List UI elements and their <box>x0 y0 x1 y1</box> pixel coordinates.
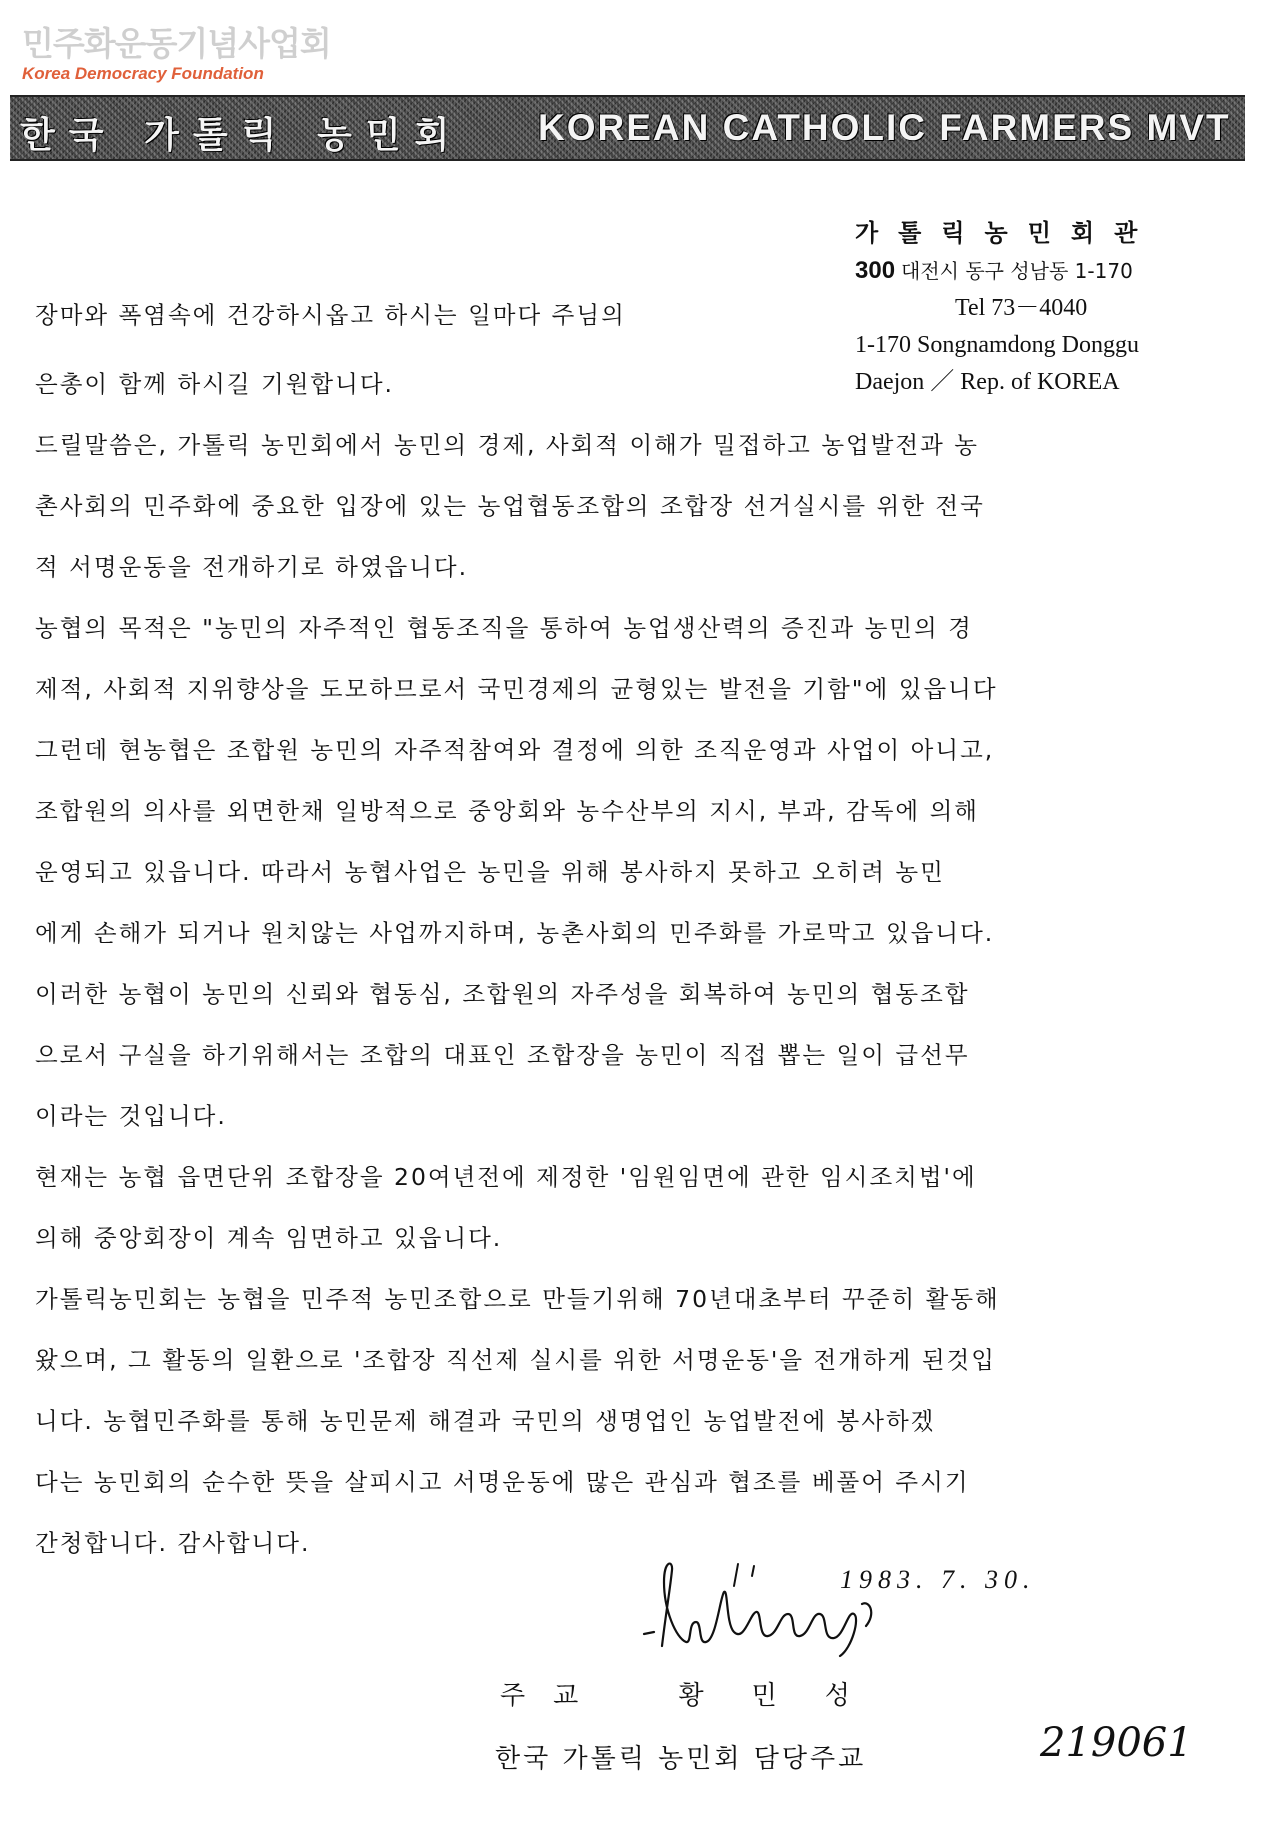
body-line: 왔으며, 그 활동의 일환으로 '조합장 직선제 실시를 위한 서명운동'을 전개하게 된것입 <box>35 1346 996 1374</box>
letter-body <box>35 295 1245 1584</box>
body-line: 그런데 현농협은 조합원 농민의 자주적참여와 결정에 의한 조직운영과 사업이 아니고, <box>35 736 995 764</box>
letterhead-banner <box>10 95 1245 161</box>
body-line: 에게 손해가 되거나 원치않는 사업까지하며, 농촌사회의 민주화를 가로막고 있읍니다. <box>35 919 995 947</box>
banner-english-title: KOREAN CATHOLIC FARMERS MVT <box>538 107 1231 148</box>
body-line: 조합원의 의사를 외면한채 일방적으로 중앙회와 농수산부의 지시, 부과, 감독에 의해 <box>35 797 980 825</box>
foundation-watermark-korean: 민주화운동기념사업회 <box>22 24 331 63</box>
body-line: 간청합니다. 감사합니다. <box>35 1529 311 1557</box>
address-org: 가톨릭농민회관 <box>855 219 1158 247</box>
signer-name: 황민성 <box>678 1681 898 1711</box>
letter-date: 1983. 7. 30. <box>840 1565 1036 1594</box>
foundation-watermark-english: Korea Democracy Foundation <box>22 64 264 83</box>
handwritten-document-number: 219061 <box>1040 1720 1193 1766</box>
signer-title: 주교 <box>500 1681 607 1711</box>
body-line: 은총이 함께 하시길 기원합니다. <box>35 370 394 398</box>
body-line: 의해 중앙회장이 계속 임면하고 있읍니다. <box>35 1224 503 1252</box>
body-line: 으로서 구실을 하기위해서는 조합의 대표인 조합장을 농민이 직접 뽑는 일이 급선무 <box>35 1041 970 1069</box>
body-line: 제적, 사회적 지위향상을 도모하므로서 국민경제의 균형있는 발전을 기함"에 있읍니다 <box>35 675 998 703</box>
address-street-text: 대전시 동구 성남동 1-170 <box>901 259 1133 283</box>
address-street-ko <box>855 252 1215 290</box>
body-line: 이러한 농협이 농민의 신뢰와 협동심, 조합원의 자주성을 회복하여 농민의 협동조합 <box>35 980 970 1008</box>
address-tel: Tel 73－4040 <box>955 295 1088 321</box>
banner-korean-title: 한국 가톨릭 농민회 <box>20 115 464 156</box>
address-city-en: Daejon ／ Rep. of KOREA <box>855 369 1120 395</box>
signer-line <box>500 1675 898 1712</box>
body-line: 적 서명운동을 전개하기로 하였읍니다. <box>35 553 469 581</box>
address-street-en: 1-170 Songnamdong Donggu <box>855 332 1139 358</box>
body-line: 운영되고 있읍니다. 따라서 농협사업은 농민을 위해 봉사하지 못하고 오히려 농민 <box>35 858 945 886</box>
address-street-number: 300 <box>855 257 896 284</box>
signer-organization: 한국 가톨릭 농민회 담당주교 <box>495 1744 867 1774</box>
body-line: 장마와 폭염속에 건강하시옵고 하시는 일마다 주님의 <box>35 301 626 329</box>
body-line: 드릴말씀은, 가톨릭 농민회에서 농민의 경제, 사회적 이해가 밀접하고 농업발전과 농 <box>35 431 980 459</box>
body-line: 촌사회의 민주화에 중요한 입장에 있는 농업협동조합의 조합장 선거실시를 위한 전국 <box>35 492 985 520</box>
body-line: 가톨릭농민회는 농협을 민주적 농민조합으로 만들기위해 70년대초부터 꾸준히 활동해 <box>35 1285 1000 1313</box>
body-line: 다는 농민회의 순수한 뜻을 살피시고 서명운동에 많은 관심과 협조를 베풀어 주시기 <box>35 1468 970 1496</box>
body-line: 니다. 농협민주화를 통해 농민문제 해결과 국민의 생명업인 농업발전에 봉사하겠 <box>35 1407 936 1435</box>
body-line: 이라는 것입니다. <box>35 1102 227 1130</box>
body-line: 현재는 농협 읍면단위 조합장을 20여년전에 제정한 '임원임면에 관한 임시조치법'에 <box>35 1163 977 1191</box>
body-line: 농협의 목적은 "농민의 자주적인 협동조직을 통하여 농업생산력의 증진과 농민의 경 <box>35 614 973 642</box>
